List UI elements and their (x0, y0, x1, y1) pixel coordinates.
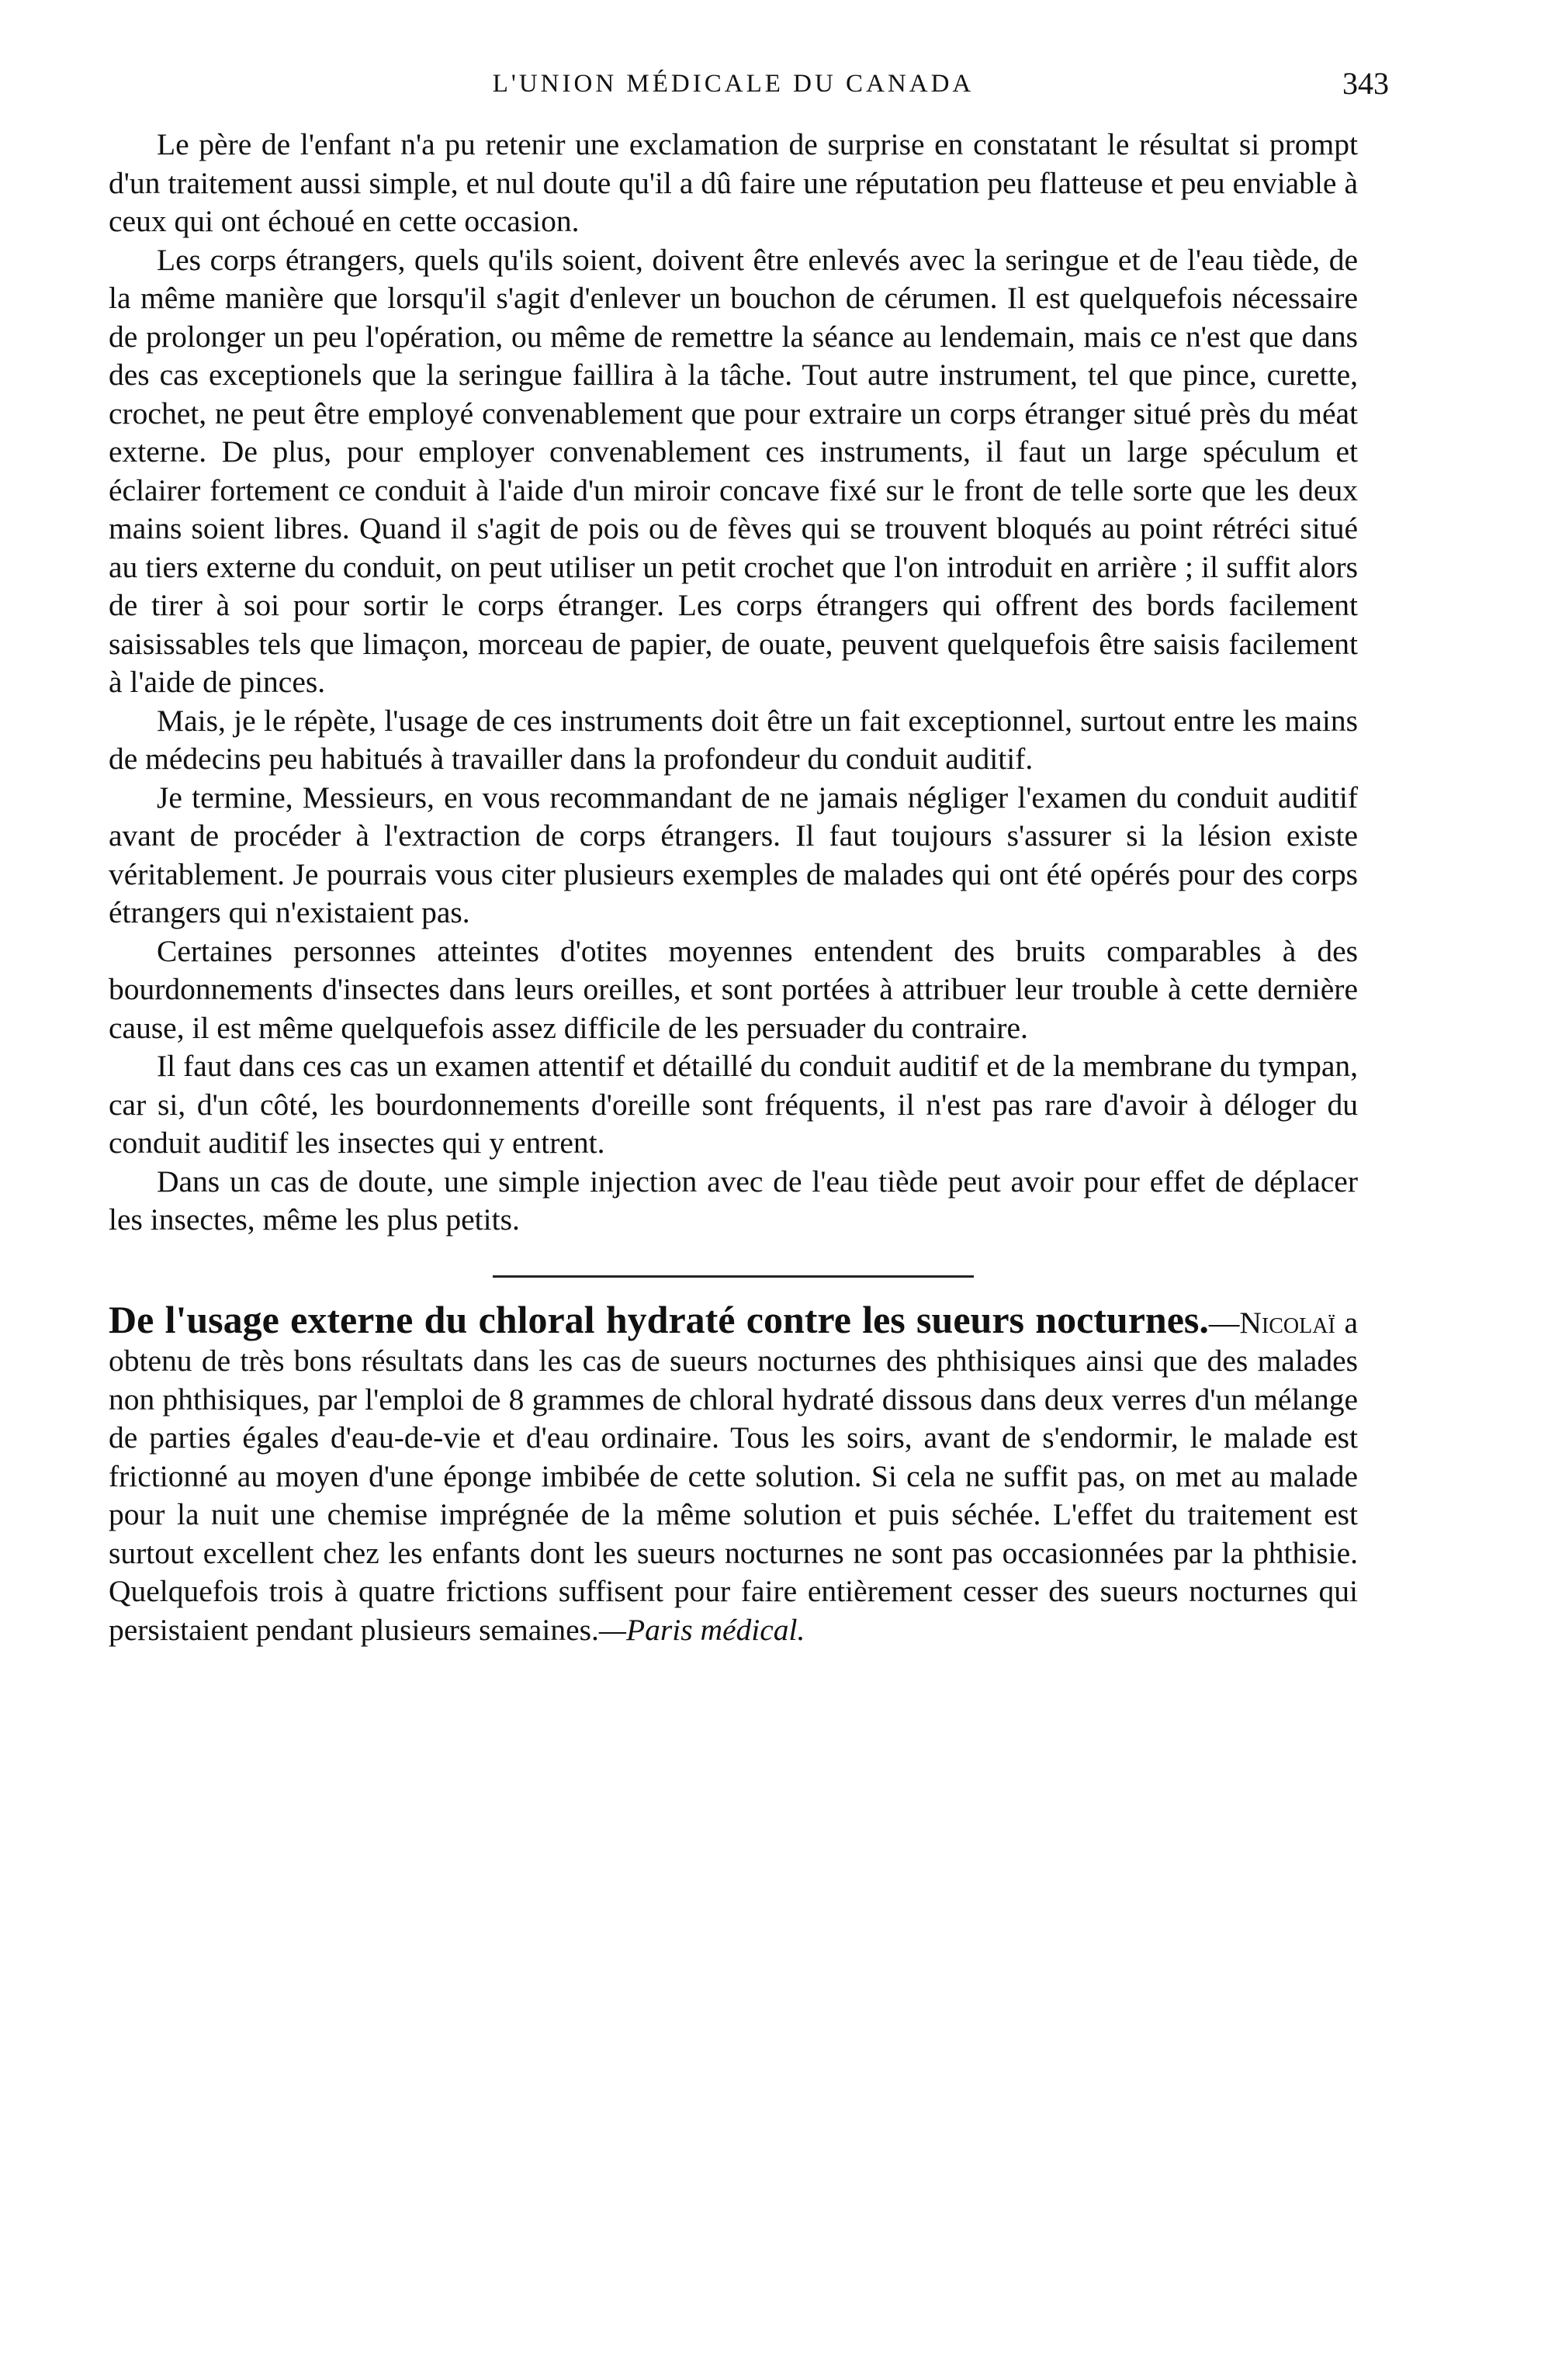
paragraph: Certaines personnes atteintes d'otites moyennes entendent des bruits comparables à des bourdonnements d'insectes dans leurs oreilles, et sont portées à attribuer leur trouble à cette dernière cause, il est même quelquefois assez difficile de les persuader du contraire. (109, 933, 1358, 1045)
paragraph: Mais, je le répète, l'usage de ces instruments doit être un fait exceptionnel, surtout entre les mains de médecins peu habitués à travailler dans la profondeur du conduit auditif. (109, 703, 1358, 776)
running-head: L'UNION MÉDICALE DU CANADA (492, 70, 975, 98)
article-author: —Nicolaï (1208, 1305, 1335, 1340)
article-title: De l'usage externe du chloral hydraté contre les sueurs nocturnes. (109, 1297, 1209, 1341)
article-text: a obtenu de très bons résultats dans les cas de sueurs nocturnes des phthisiques ainsi que des malades non phthisiques, par l'emploi de 8 grammes de chloral hydraté dissous dans deux verres d'un mélange de parties égales d'eau-de-vie et d'eau ordinaire. Tous les soirs, avant de s'endormir, le malade est frictionné au moyen d'une éponge imbibée de cette solution. Si cela ne suffit pas, on met au malade pour la nuit une chemise imprégnée de la même solution et puis séchée. L'effet du traitement est surtout excellent chez les enfants dont les sueurs nocturnes ne sont pas occasionnées par la phthisie. Quelquefois trois à quatre frictions suffisent pour faire entièrement cesser des sueurs nocturnes qui persistaient pendant plusieurs semaines. (109, 1305, 1358, 1647)
paragraph: Je termine, Messieurs, en vous recommandant de ne jamais négliger l'examen du conduit auditif avant de procéder à l'extraction de corps étrangers. Il faut toujours s'assurer si la lésion existe véritablement. Je pourrais vous citer plusieurs exemples de malades qui ont été opérés pour des corps étrangers qui n'existaient pas. (109, 780, 1358, 929)
document-page (109, 62, 1389, 1649)
body-text (109, 126, 1358, 1240)
paragraph: Il faut dans ces cas un examen attentif et détaillé du conduit auditif et de la membrane du tympan, car si, d'un côté, les bourdonnements d'oreille sont fréquents, il n'est pas rare d'avoir à déloger du conduit auditif les insectes qui y entrent. (109, 1049, 1358, 1160)
article-section (109, 1297, 1358, 1650)
paragraph: Le père de l'enfant n'a pu retenir une exclamation de surprise en constatant le résultat si prompt d'un traitement aussi simple, et nul doute qu'il a dû faire une réputation peu flatteuse et peu enviable à ceux qui ont échoué en cette occasion. (109, 127, 1358, 238)
article-paragraph (109, 1297, 1358, 1650)
section-divider (493, 1275, 974, 1278)
article-source: —Paris médical. (598, 1612, 805, 1647)
paragraph: Les corps étrangers, quels qu'ils soient, doivent être enlevés avec la seringue et de l'eau tiède, de la même manière que lorsqu'il s'agit d'enlever un bouchon de cérumen. Il est quelquefois nécessaire de prolonger un peu l'opération, ou même de remettre la séance au lendemain, mais ce n'est que dans des cas exceptionels que la seringue faillira à la tâche. Tout autre instrument, tel que pince, curette, crochet, ne peut être employé convenablement que pour extraire un corps étranger situé près du méat externe. De plus, pour employer convenablement ces instruments, il faut un large spéculum et éclairer fortement ce conduit à l'aide d'un miroir concave fixé sur le front de telle sorte que les deux mains soient libres. Quand il s'agit de pois ou de fèves qui se trouvent bloqués au point rétréci situé au tiers externe du conduit, on peut utiliser un petit crochet que l'on introduit en arrière ; il suffit alors de tirer à soi pour sortir le corps étranger. Les corps étrangers qui offrent des bords facilement saisissables tels que limaçon, morceau de papier, de ouate, peuvent quelquefois être saisis facilement à l'aide de pinces. (109, 242, 1358, 699)
page-number: 343 (1342, 66, 1389, 101)
page-header (109, 62, 1389, 109)
paragraph: Dans un cas de doute, une simple injection avec de l'eau tiède peut avoir pour effet de déplacer les insectes, même les plus petits. (109, 1164, 1358, 1237)
